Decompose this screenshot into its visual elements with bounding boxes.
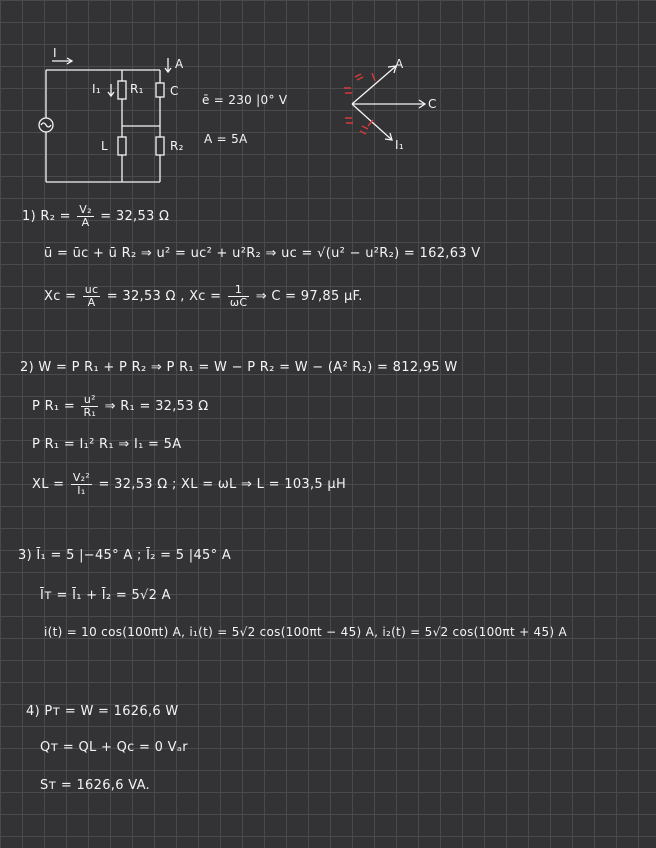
step1-line3 [44,284,363,309]
fraction [83,284,101,309]
ammeter-value: A = 5A [204,132,248,146]
step1-line1-rest: = 32,53 Ω [100,209,170,224]
step1-line1 [22,204,169,229]
denominator: A [81,216,90,229]
fraction [77,204,94,229]
phasor-label-C: C [428,97,437,111]
denominator: R₁ [83,406,97,419]
step2-line2-b: ⇒ R₁ = 32,53 Ω [104,399,209,414]
label-R2: R₂ [170,139,184,153]
step3-line3: i(t) = 10 cos(100πt) A, i₁(t) = 5√2 cos(100πt − 45) A, i₂(t) = 5√2 cos(100πt + 45) A [44,625,568,639]
phasor-label-I1: I₁ [395,138,404,152]
step1-line3-c: ⇒ C = 97,85 μF. [255,289,363,304]
step2-line1: 2) W = P R₁ + P R₂ ⇒ P R₁ = W − P R₂ = W − (A² R₂) = 812,95 W [20,360,458,375]
step4-line1: 4) Pᴛ = W = 1626,6 W [26,704,179,719]
source-value: ē = 230 |0° V [202,93,288,107]
phasor-label-A: A [395,57,404,71]
step2-line2-a: P R₁ = [32,399,76,414]
fraction [81,394,98,419]
step1-line2: ū = ūc + ū R₂ ⇒ u² = uc² + u²R₂ ⇒ uc = √(u² − u²R₂) = 162,63 V [44,246,481,261]
step2-line2 [32,394,209,419]
numerator: uc [84,283,99,296]
step1-line3-a: Xc = [44,289,77,304]
numerator: V₂ [79,203,92,216]
step2-line4-b: = 32,53 Ω ; XL = ωL ⇒ L = 103,5 μH [98,477,347,492]
step2-line4-a: XL = [32,477,65,492]
denominator: ωC [229,296,248,309]
label-C: C [170,84,179,98]
step4-line2: Qᴛ = QL + Qc = 0 Vₐr [40,740,188,755]
numerator: u² [81,394,98,407]
label-current-I: I [53,46,57,60]
fraction [71,472,92,497]
denominator: A [87,296,96,309]
step2-line3: P R₁ = I₁² R₁ ⇒ I₁ = 5A [32,437,182,452]
step4-line3: Sᴛ = 1626,6 VA. [40,778,150,793]
numerator: 1 [228,284,250,297]
numerator: V₂² [72,471,91,484]
step1-line1-prefix: 1) R₂ = [22,209,71,224]
fraction [228,284,250,309]
step3-line2: Īᴛ = Ī₁ + Ī₂ = 5√2 A [40,588,171,603]
denominator: I₁ [77,484,86,497]
step2-line4 [32,472,346,497]
label-R1: R₁ [130,82,144,96]
label-current-I1: I₁ [92,82,101,96]
step1-line3-b: = 32,53 Ω , Xc = [106,289,222,304]
label-A: A [175,57,184,71]
step3-line1: 3) Ī₁ = 5 |−45° A ; Ī₂ = 5 |45° A [18,548,232,563]
label-L: L [101,139,108,153]
